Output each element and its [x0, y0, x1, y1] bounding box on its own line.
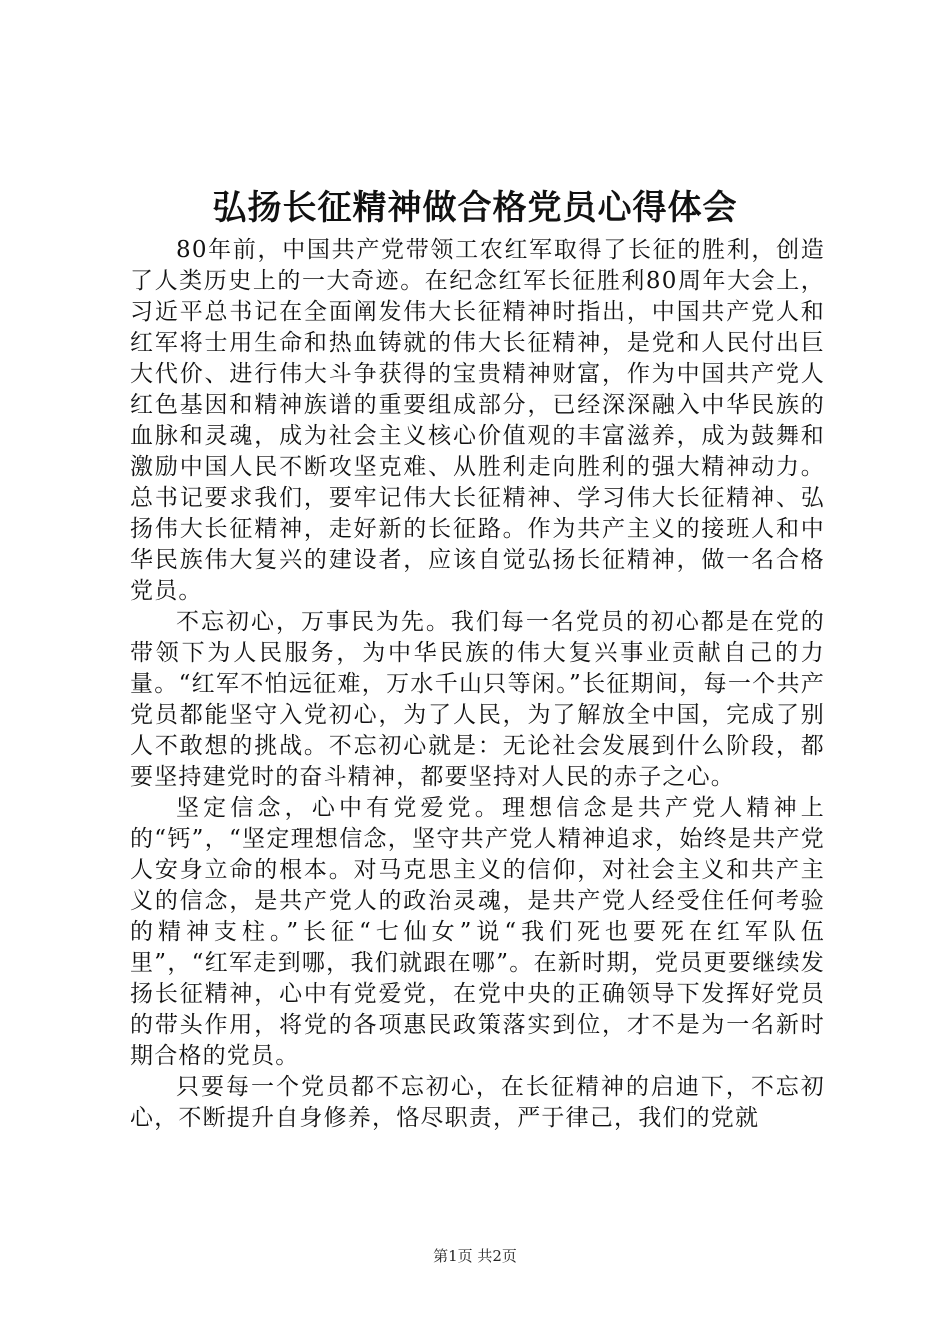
paragraph-3: 坚定信念，心中有党爱党。理想信念是共产党人精神上的“钙”，“坚定理想信念，坚守共产党人精神追求，始终是共产党人安身立命的根本。对马克思主义的信仰，对社会主义和共产主义的信念，是共产党人的政治灵魂，是共产党人经受住任何考验的精神支柱。”长征“七仙女”说“我们死也要死在红军队伍里”，“红军走到哪，我们就跟在哪”。在新时期，党员更要继续发扬长征精神，心中有党爱党，在党中央的正确领导下发挥好党员的带头作用，将党的各项惠民政策落实到位，才不是为一名新时期合格的党员。	[130, 795, 825, 1069]
page-number-footer: 第1页 共2页	[433, 1247, 517, 1265]
paragraph-4: 只要每一个党员都不忘初心，在长征精神的启迪下，不忘初心，不断提升自身修养，恪尽职责，严于律己，我们的党就	[130, 1074, 825, 1131]
paragraph-2: 不忘初心，万事民为先。我们每一名党员的初心都是在党的带领下为人民服务，为中华民族的伟大复兴事业贡献自己的力量。“红军不怕远征难，万水千山只等闲。”长征期间，每一个共产党员都能坚守入党初心，为了人民，为了解放全中国，完成了别人不敢想的挑战。不忘初心就是：无论社会发展到什么阶段，都要坚持建党时的奋斗精神，都要坚持对人民的赤子之心。	[130, 609, 825, 790]
document-body	[130, 235, 825, 1134]
document-title: 弘扬长征精神做合格党员心得体会	[212, 188, 738, 228]
paragraph-1: 80年前，中国共产党带领工农红军取得了长征的胜利，创造了人类历史上的一大奇迹。在纪念红军长征胜利80周年大会上，习近平总书记在全面阐发伟大长征精神时指出，中国共产党人和红军将士用生命和热血铸就的伟大长征精神，是党和人民付出巨大代价、进行伟大斗争获得的宝贵精神财富，作为中国共产党人红色基因和精神族谱的重要组成部分，已经深深融入中华民族的血脉和灵魂，成为社会主义核心价值观的丰富滋养，成为鼓舞和激励中国人民不断攻坚克难、从胜利走向胜利的强大精神动力。总书记要求我们，要牢记伟大长征精神、学习伟大长征精神、弘扬伟大长征精神，走好新的长征路。作为共产主义的接班人和中华民族伟大复兴的建设者，应该自觉弘扬长征精神，做一名合格党员。	[130, 237, 825, 604]
